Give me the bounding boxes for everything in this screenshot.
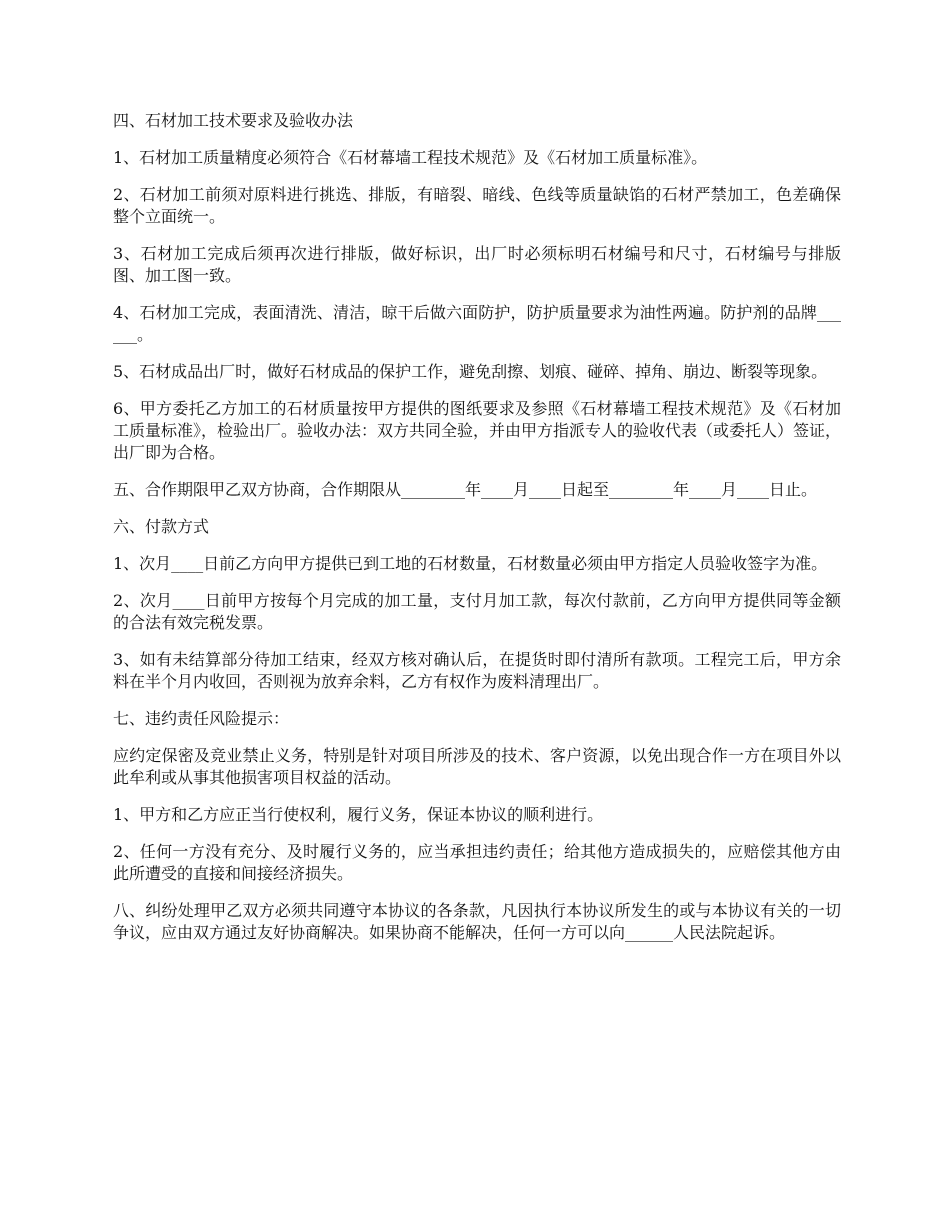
document-page — [113, 110, 841, 959]
clause-4-2: 2、石材加工前须对原料进行挑选、排版，有暗裂、暗线、色线等质量缺馅的石材严禁加工，色差确保整个立面统一。 — [113, 185, 841, 226]
clause-4-4: 4、石材加工完成，表面清洗、清洁，晾干后做六面防护，防护质量要求为油性两遍。防护剂的品牌______。 — [113, 303, 841, 344]
clause-4-1: 1、石材加工质量精度必须符合《石材幕墙工程技术规范》及《石材加工质量标准》。 — [113, 148, 708, 167]
section-heading-6: 六、付款方式 — [113, 517, 210, 536]
section-5-cooperation-period: 五、合作期限甲乙双方协商，合作期限从________年____月____日起至________年____月____日止。 — [113, 480, 818, 499]
clause-7-2: 2、任何一方没有充分、及时履行义务的，应当承担违约责任；给其他方造成损失的，应赔偿其他方由此所遭受的直接和间接经济损失。 — [113, 842, 841, 883]
section-heading-7: 七、违约责任风险提示： — [113, 709, 290, 728]
clause-7-1: 1、甲方和乙方应正当行使权利，履行义务，保证本协议的顺利进行。 — [113, 805, 604, 824]
clause-6-3: 3、如有未结算部分待加工结束，经双方核对确认后，在提货时即付清所有款项。工程完工后，甲方余料在半个月内收回，否则视为放弃余料，乙方有权作为废料清理出厂。 — [113, 650, 841, 691]
clause-6-1: 1、次月____日前乙方向甲方提供已到工地的石材数量，石材数量必须由甲方指定人员验收签字为准。 — [113, 554, 828, 573]
section-heading-4: 四、石材加工技术要求及验收办法 — [113, 111, 354, 130]
clause-4-3: 3、石材加工完成后须再次进行排版，做好标识，出厂时必须标明石材编号和尺寸，石材编号与排版图、加工图一致。 — [113, 244, 841, 285]
risk-notice: 应约定保密及竞业禁止义务，特别是针对项目所涉及的技术、客户资源，以免出现合作一方在项目外以此牟利或从事其他损害项目权益的活动。 — [113, 746, 841, 787]
section-8-dispute: 八、纠纷处理甲乙双方必须共同遵守本协议的各条款，凡因执行本协议所发生的或与本协议有关的一切争议，应由双方通过友好协商解决。如果协商不能解决，任何一方可以向______人民法院起诉。 — [113, 901, 841, 942]
clause-4-6: 6、甲方委托乙方加工的石材质量按甲方提供的图纸要求及参照《石材幕墙工程技术规范》及《石材加工质量标准》，检验出厂。验收办法：双方共同全验，并由甲方指派专人的验收代表（或委托人）签证，出厂即为合格。 — [113, 399, 842, 462]
clause-4-5: 5、石材成品出厂时，做好石材成品的保护工作，避免刮擦、划痕、碰碎、掉角、崩边、断裂等现象。 — [113, 362, 828, 381]
clause-6-2: 2、次月____日前甲方按每个月完成的加工量，支付月加工款，每次付款前，乙方向甲方提供同等金额的合法有效完税发票。 — [113, 591, 841, 632]
